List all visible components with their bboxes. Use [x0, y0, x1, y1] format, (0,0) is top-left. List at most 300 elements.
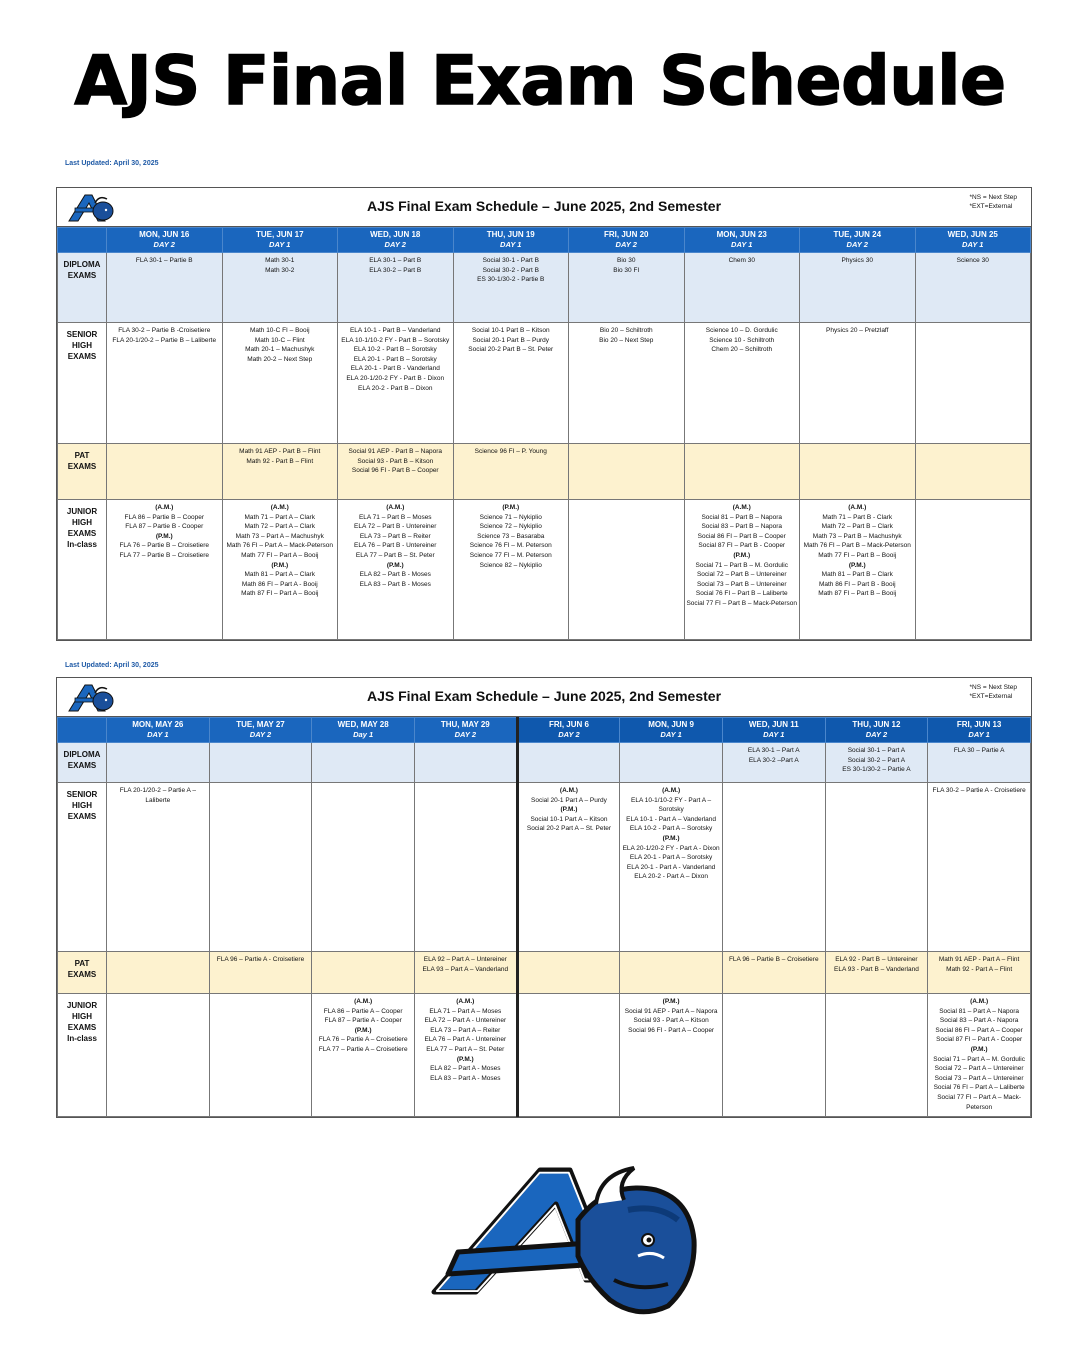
- exam-entry: ELA 83 – Part B - Moses: [359, 580, 431, 588]
- column-date: MON, JUN 16: [139, 230, 190, 239]
- exam-entry: Social 93 - Part B – Kitson: [357, 457, 434, 465]
- sheet-header: [57, 188, 1031, 227]
- exam-entry: Math 71 – Part B - Clark: [822, 513, 893, 521]
- column-date: TUE, MAY 27: [236, 720, 285, 729]
- exam-entry: Social 81 – Part A – Napora: [939, 1007, 1020, 1015]
- exam-entry: Social 30-1 – Part A: [847, 747, 906, 754]
- exam-entry: ELA 76 – Part B - Untereiner: [354, 542, 437, 550]
- exam-entry: Math 86 FI – Part B - Booij: [818, 580, 896, 588]
- session-label: (A.M.): [456, 998, 475, 1005]
- exam-entry: Social 96 FI - Part A – Cooper: [628, 1026, 715, 1034]
- exam-entry: ELA 73 – Part B – Reiter: [359, 532, 431, 540]
- exam-entry: Social 20-1 Part B – Purdy: [472, 336, 550, 344]
- row-label-line: PAT: [74, 451, 90, 460]
- column-header-wed-jun-11: [722, 718, 825, 743]
- exam-entry: Science 76 FI – M. Peterson: [469, 542, 552, 550]
- exam-entry: Math 77 FI – Part B – Booij: [818, 551, 897, 559]
- exam-entry: Math 71 – Part A – Clark: [244, 513, 315, 521]
- column-date: WED, JUN 25: [947, 230, 998, 239]
- schedule-cell: [684, 253, 800, 323]
- schedule-cell: [517, 994, 620, 1117]
- column-header-tue-jun-24: [800, 228, 916, 253]
- exam-entry: FLA 87 – Partie B - Cooper: [125, 523, 204, 531]
- exam-entry: Bio 20 – Next Step: [599, 336, 654, 344]
- row-label-line: EXAMS: [67, 352, 97, 361]
- sheet-title: AJS Final Exam Schedule – June 2025, 2nd Semester: [366, 688, 722, 704]
- column-header-wed-jun-25: [915, 228, 1031, 253]
- exam-entry: ELA 20-1 - Part A – Sorotsky: [629, 854, 713, 862]
- exam-entry: Math 20-2 – Next Step: [247, 355, 313, 363]
- row-label-line: EXAMS: [67, 529, 97, 538]
- exam-entry: Social 87 FI – Part B - Cooper: [698, 542, 786, 550]
- exam-entry: FLA 30-2 – Partie A - Croisetiere: [932, 787, 1026, 794]
- schedule-cell: [825, 952, 928, 994]
- schedule-cell: [928, 952, 1031, 994]
- exam-entry: Math 20-1 – Machushyk: [245, 346, 315, 354]
- schedule-cell: [107, 952, 210, 994]
- session-label: (P.M.): [502, 504, 520, 511]
- column-header-thu-may-29: [414, 718, 517, 743]
- exam-entry: FLA 30-2 – Partie B -Croisetiere: [118, 327, 211, 334]
- row-label: [58, 500, 107, 640]
- column-header-mon-jun-23: [684, 228, 800, 253]
- row-label-line: JUNIOR: [66, 507, 98, 516]
- exam-entry: Chem 30: [728, 257, 755, 264]
- session-label: (P.M.): [662, 834, 680, 842]
- schedule-cell: [620, 952, 723, 994]
- column-date: TUE, JUN 24: [833, 230, 882, 239]
- schedule-cell: [107, 994, 210, 1117]
- column-header-tue-jun-17: [222, 228, 338, 253]
- exam-entry: ELA 20-1 - Part B – Sorotsky: [353, 355, 437, 363]
- exam-entry: ELA 92 - Part B – Untereiner: [835, 956, 918, 963]
- schedule-cell: [453, 444, 569, 500]
- column-date: MON, JUN 9: [648, 720, 694, 729]
- exam-entry: Science 10 - Schiltroth: [709, 336, 775, 344]
- exam-entry: ELA 83 – Part A - Moses: [430, 1074, 501, 1082]
- schedule-cell: [222, 444, 338, 500]
- exam-entry: ELA 20-1 - Part A - Vanderland: [626, 863, 716, 871]
- exam-entry: Social 86 FI – Part B – Cooper: [697, 532, 786, 540]
- exam-entry: Math 72 – Part B – Clark: [821, 523, 893, 531]
- exam-entry: ES 30-1/30-2 - Partie B: [477, 276, 545, 284]
- row-label-line: HIGH: [72, 518, 92, 527]
- row-label-line: HIGH: [72, 801, 92, 810]
- schedule-cell: [569, 500, 685, 640]
- exam-entry: Bio 30: [617, 257, 636, 264]
- exam-entry: ELA 93 - Part B – Vanderland: [834, 965, 919, 973]
- column-day-cycle: DAY 2: [384, 240, 406, 249]
- column-date: WED, JUN 11: [748, 720, 799, 729]
- exam-entry: ELA 10-1/10-2 FY - Part B – Sorotsky: [341, 336, 450, 344]
- schedule-cell: [453, 500, 569, 640]
- last-updated-label: Last Updated: April 30, 2025: [65, 662, 159, 669]
- column-day-cycle: DAY 2: [615, 240, 637, 249]
- corner-cell: [58, 228, 107, 253]
- exam-entry: ELA 20-1 - Part B - Vanderland: [350, 365, 440, 373]
- exam-entry: ELA 20-1/20-2 FY - Part A - Dixon: [622, 844, 720, 852]
- exam-entry: ELA 77 – Part A – St. Peter: [426, 1045, 505, 1053]
- row-label-line: In-class: [67, 540, 97, 549]
- schedule-cell: [928, 994, 1031, 1117]
- schedule-cell: [414, 743, 517, 783]
- exam-entry: ELA 71 – Part A – Moses: [429, 1007, 502, 1015]
- schedule-cell: [825, 994, 928, 1117]
- schedule-cell: [453, 323, 569, 444]
- schedule-cell: [338, 500, 454, 640]
- exam-entry: Science 10 – D. Gordulic: [705, 327, 778, 334]
- session-label: (P.M.): [271, 561, 289, 569]
- row-label-line: HIGH: [72, 1012, 92, 1021]
- schedule-cell: [312, 783, 415, 952]
- schedule-table: [57, 717, 1031, 1117]
- exam-entry: Social 93 - Part A – Kitson: [633, 1017, 709, 1025]
- session-label: (P.M.): [662, 998, 680, 1005]
- exam-entry: Social 83 – Part A - Napora: [939, 1017, 1019, 1025]
- exam-entry: Math 76 FI – Part B – Mack-Peterson: [803, 542, 911, 550]
- exam-entry: Social 83 – Part B – Napora: [701, 523, 783, 531]
- exam-entry: Math 10-C FI – Booij: [249, 327, 310, 334]
- schedule-cell: [209, 783, 312, 952]
- page-title: AJS Final Exam Schedule: [74, 42, 1006, 121]
- sheet-header: [57, 678, 1031, 717]
- session-label: (P.M.): [456, 1055, 474, 1063]
- legend: [969, 683, 1017, 701]
- schedule-cell: [825, 783, 928, 952]
- column-day-cycle: Day 1: [353, 730, 374, 739]
- schedule-cell: [620, 743, 723, 783]
- row-label-line: In-class: [67, 1034, 97, 1043]
- legend-ext: *EXT=External: [969, 693, 1013, 700]
- column-date: THU, JUN 12: [852, 720, 901, 729]
- exam-entry: Math 72 – Part A – Clark: [244, 523, 315, 531]
- schedule-cell: [915, 253, 1031, 323]
- exam-entry: Science 71 – Nykiplio: [479, 513, 542, 521]
- schedule-cell: [825, 743, 928, 783]
- schedule-cell: [209, 994, 312, 1117]
- exam-entry: FLA 86 – Partie A – Cooper: [323, 1007, 403, 1015]
- schedule-cell: [722, 743, 825, 783]
- row-label: [58, 323, 107, 444]
- schedule-cell: [620, 994, 723, 1117]
- schedule-cell: [312, 743, 415, 783]
- exam-entry: Math 30-2: [265, 266, 295, 274]
- exam-entry: Math 86 FI – Part A - Booij: [241, 580, 318, 588]
- column-date: WED, JUN 18: [370, 230, 421, 239]
- schedule-cell: [569, 323, 685, 444]
- column-day-cycle: DAY 2: [249, 730, 272, 739]
- schedule-cell: [222, 500, 338, 640]
- row-label: [58, 994, 107, 1117]
- schedule-cell: [684, 444, 800, 500]
- column-header-tue-may-27: [209, 718, 312, 743]
- exam-entry: FLA 30 – Partie A: [953, 747, 1005, 754]
- exam-entry: ELA 76 – Part A - Untereiner: [424, 1036, 507, 1044]
- exam-entry: ELA 10-1/10-2 FY - Part A – Sorotsky: [631, 796, 712, 814]
- exam-entry: Science 96 FI – P. Young: [474, 448, 547, 455]
- schedule-cell: [915, 323, 1031, 444]
- schedule-cell: [915, 444, 1031, 500]
- exam-entry: ELA 10-1 - Part A – Vanderland: [626, 815, 717, 823]
- exam-entry: Social 10-1 Part B – Kitson: [471, 327, 550, 334]
- exam-entry: Math 10-C – Flint: [254, 336, 305, 344]
- exam-entry: Math 92 - Part B – Flint: [246, 457, 314, 465]
- exam-entry: Physics 20 – Pretzlaff: [826, 327, 889, 334]
- column-day-cycle: DAY 2: [846, 240, 868, 249]
- schedule-cell: [915, 500, 1031, 640]
- row-label: [58, 253, 107, 323]
- session-label: (A.M.): [559, 787, 578, 794]
- column-header-fri-jun-20: [569, 228, 685, 253]
- exam-entry: ELA 73 – Part A – Reiter: [430, 1026, 501, 1034]
- junior-high-exams-row: [58, 994, 1031, 1117]
- schedule-cell: [569, 444, 685, 500]
- exam-entry: Chem 20 – Schiltroth: [711, 346, 773, 354]
- exam-entry: ELA 72 – Part B - Untereiner: [354, 523, 437, 531]
- exam-entry: Social 73 – Part B – Untereiner: [696, 580, 787, 588]
- schedule-cell: [107, 444, 223, 500]
- column-date: THU, JUN 19: [486, 230, 535, 239]
- row-label-line: EXAMS: [67, 462, 97, 471]
- exam-entry: Math 81 – Part A – Clark: [244, 571, 315, 579]
- schedule-cell: [107, 783, 210, 952]
- row-label-line: DIPLOMA: [63, 260, 101, 269]
- exam-entry: ELA 93 – Part A – Vanderland: [422, 965, 509, 973]
- row-label-line: DIPLOMA: [63, 750, 101, 759]
- column-date: FRI, JUN 20: [604, 230, 649, 239]
- exam-entry: Math 91 AEP - Part B – Flint: [239, 448, 321, 455]
- column-header-thu-jun-12: [825, 718, 928, 743]
- column-day-cycle: DAY 2: [558, 730, 580, 739]
- diploma-exams-row: [58, 253, 1031, 323]
- exam-entry: FLA 30-1 – Partie B: [135, 257, 193, 264]
- column-date: FRI, JUN 13: [956, 720, 1002, 729]
- exam-entry: ELA 10-2 - Part A – Sorotsky: [629, 825, 713, 833]
- ajs-bison-logo-icon: [428, 1160, 700, 1320]
- exam-entry: Social 96 FI - Part B – Cooper: [351, 467, 439, 475]
- column-day-cycle: DAY 1: [731, 240, 753, 249]
- exam-entry: Social 10-1 Part A – Kitson: [530, 815, 608, 823]
- column-date: TUE, JUN 17: [255, 230, 304, 239]
- exam-entry: Social 71 – Part A – M. Gordulic: [933, 1055, 1026, 1063]
- schedule-cell: [338, 253, 454, 323]
- exam-entry: Social 76 FI – Part A – Laliberte: [933, 1084, 1025, 1092]
- row-label-line: EXAMS: [67, 271, 97, 280]
- schedule-cell: [414, 994, 517, 1117]
- exam-entry: ELA 10-1 - Part B – Vanderland: [349, 327, 441, 334]
- schedule-cell: [222, 323, 338, 444]
- schedule-cell: [722, 994, 825, 1117]
- exam-entry: Bio 30 FI: [613, 266, 640, 274]
- session-label: (A.M.): [155, 504, 174, 511]
- row-label-line: JUNIOR: [66, 1001, 98, 1010]
- schedule-cell: [209, 743, 312, 783]
- column-day-cycle: DAY 1: [968, 730, 990, 739]
- exam-entry: Math 73 – Part B – Machushyk: [812, 532, 902, 540]
- exam-entry: Social 86 FI – Part A – Cooper: [935, 1026, 1023, 1034]
- exam-entry: FLA 77 – Partie B – Croisetiere: [119, 551, 210, 559]
- exam-entry: Social 77 FI – Part A – Mack-Peterson: [937, 1093, 1022, 1111]
- schedule-cell: [684, 323, 800, 444]
- exam-entry: ELA 20-1/20-2 FY - Part B - Dixon: [346, 374, 445, 382]
- session-label: (P.M.): [560, 806, 578, 814]
- column-header-wed-jun-18: [338, 228, 454, 253]
- schedule-cell: [800, 253, 916, 323]
- exam-entry: Social 20-2 Part A – St. Peter: [526, 825, 612, 833]
- exam-entry: Social 20-2 Part B – St. Peter: [468, 346, 554, 354]
- exam-entry: Social 87 FI – Part A - Cooper: [936, 1036, 1023, 1044]
- session-label: (A.M.): [354, 998, 373, 1005]
- schedule-cell: [722, 783, 825, 952]
- session-label: (P.M.): [386, 561, 404, 569]
- exam-entry: ELA 77 – Part B – St. Peter: [355, 551, 435, 559]
- exam-entry: FLA 96 – Partie A - Croisetiere: [216, 956, 305, 963]
- schedule-cell: [517, 783, 620, 952]
- column-date: MON, MAY 26: [132, 720, 184, 729]
- exam-entry: Bio 20 – Schiltroth: [599, 327, 653, 334]
- exam-entry: ELA 82 – Part A - Moses: [430, 1065, 501, 1073]
- session-label: (A.M.): [270, 504, 289, 511]
- exam-entry: Social 91 AEP - Part A – Napora: [624, 1007, 718, 1015]
- exam-entry: Math 91 AEP - Part A – Flint: [938, 956, 1020, 963]
- exam-entry: FLA 20-1/20-2 – Partie B – Laliberte: [112, 336, 217, 344]
- schedule-cell: [800, 444, 916, 500]
- exam-entry: Social 91 AEP - Part B – Napora: [348, 448, 442, 455]
- exam-entry: ELA 10-2 - Part B – Sorotsky: [353, 346, 437, 354]
- row-label-line: EXAMS: [67, 1023, 97, 1032]
- schedule-cell: [107, 253, 223, 323]
- corner-cell: [58, 718, 107, 743]
- column-day-cycle: DAY 2: [454, 730, 476, 739]
- sheet-title: AJS Final Exam Schedule – June 2025, 2nd Semester: [366, 198, 722, 214]
- exam-entry: Science 73 – Basaraba: [477, 532, 545, 540]
- exam-entry: Social 72 – Part A – Untereiner: [934, 1065, 1024, 1073]
- row-label-line: EXAMS: [67, 761, 97, 770]
- exam-entry: Math 87 FI – Part B – Booij: [818, 590, 897, 598]
- exam-entry: Science 82 – Nykiplio: [479, 561, 542, 569]
- schedule-cell: [569, 253, 685, 323]
- exam-entry: Math 87 FI – Part A – Booij: [241, 590, 319, 598]
- row-label: [58, 952, 107, 994]
- schedule-cell: [620, 783, 723, 952]
- exam-entry: ELA 30-1 – Part A: [747, 747, 800, 754]
- column-day-cycle: DAY 1: [500, 240, 522, 249]
- row-label-line: SENIOR: [66, 330, 98, 339]
- column-date: MON, JUN 23: [716, 230, 767, 239]
- column-header-mon-may-26: [107, 718, 210, 743]
- column-header-thu-jun-19: [453, 228, 569, 253]
- exam-entry: ELA 92 – Part A – Untereiner: [423, 956, 507, 963]
- exam-entry: FLA 76 – Partie A – Croisetiere: [318, 1036, 408, 1044]
- row-label: [58, 783, 107, 952]
- session-label: (A.M.): [848, 504, 867, 511]
- exam-entry: Math 30-1: [265, 257, 295, 264]
- session-label: (P.M.): [970, 1045, 988, 1053]
- exam-entry: Math 92 - Part A – Flint: [946, 965, 1013, 973]
- last-updated-label: Last Updated: April 30, 2025: [65, 160, 159, 167]
- column-day-cycle: DAY 1: [763, 730, 785, 739]
- schedule-cell: [928, 783, 1031, 952]
- exam-entry: Social 30-2 – Part A: [847, 756, 906, 764]
- column-date: FRI, JUN 6: [548, 720, 589, 729]
- schedule-cell: [800, 323, 916, 444]
- row-label-line: SENIOR: [66, 790, 98, 799]
- column-day-cycle: DAY 1: [147, 730, 169, 739]
- schedule-cell: [414, 952, 517, 994]
- exam-entry: Science 30: [956, 257, 989, 264]
- column-date: THU, MAY 29: [440, 720, 490, 729]
- exam-entry: Social 73 – Part A – Untereiner: [934, 1074, 1024, 1082]
- junior-high-exams-row: [58, 500, 1031, 640]
- schedule-cell: [517, 743, 620, 783]
- column-day-cycle: DAY 2: [153, 240, 175, 249]
- exam-entry: Social 81 – Part B – Napora: [701, 513, 783, 521]
- exam-entry: Math 81 – Part B – Clark: [821, 571, 893, 579]
- exam-entry: ELA 20-2 - Part A – Dixon: [634, 873, 708, 881]
- session-label: (A.M.): [732, 504, 751, 511]
- session-label: (P.M.): [155, 532, 173, 540]
- legend: [969, 193, 1017, 211]
- schedule-cell: [312, 994, 415, 1117]
- exam-entry: FLA 77 – Partie A – Croisetiere: [318, 1045, 408, 1053]
- exam-entry: ELA 71 – Part B – Moses: [358, 513, 432, 521]
- exam-entry: ELA 72 – Part A - Untereiner: [424, 1017, 507, 1025]
- exam-entry: ELA 20-2 - Part B – Dixon: [358, 384, 433, 392]
- row-label-line: EXAMS: [67, 970, 97, 979]
- column-header-fri-jun-6: [517, 718, 620, 743]
- pat-exams-row: [58, 444, 1031, 500]
- schedule-sheet-june: [56, 187, 1032, 641]
- senior-high-exams-row: [58, 323, 1031, 444]
- exam-entry: ELA 82 – Part B - Moses: [359, 571, 431, 579]
- exam-entry: Social 30-2 - Part B: [482, 266, 539, 274]
- exam-entry: Science 77 FI – M. Peterson: [469, 551, 552, 559]
- schedule-cell: [928, 743, 1031, 783]
- exam-entry: Social 20-1 Part A – Purdy: [531, 796, 607, 804]
- diploma-exams-row: [58, 743, 1031, 783]
- exam-entry: Social 71 – Part B – M. Gordulic: [695, 561, 788, 569]
- column-header-fri-jun-13: [928, 718, 1031, 743]
- exam-entry: ELA 30-2 – Part B: [369, 266, 422, 274]
- schedule-cell: [453, 253, 569, 323]
- row-label: [58, 444, 107, 500]
- schedule-cell: [107, 500, 223, 640]
- legend-ns: *NS = Next Step: [969, 194, 1017, 201]
- row-label-line: HIGH: [72, 341, 92, 350]
- schedule-cell: [800, 500, 916, 640]
- schedule-cell: [312, 952, 415, 994]
- senior-high-exams-row: [58, 783, 1031, 952]
- exam-entry: Social 30-1 - Part B: [482, 257, 539, 264]
- exam-entry: FLA 20-1/20-2 – Partie A – Laliberte: [119, 787, 196, 804]
- session-label: (P.M.): [733, 551, 751, 559]
- legend-ext: *EXT=External: [969, 203, 1013, 210]
- exam-entry: Math 76 FI – Part A – Mack-Peterson: [226, 542, 334, 550]
- schedule-cell: [338, 323, 454, 444]
- exam-entry: Social 72 – Part B – Untereiner: [696, 571, 787, 579]
- row-label: [58, 743, 107, 783]
- exam-entry: Physics 30: [841, 257, 873, 264]
- session-label: (A.M.): [386, 504, 405, 511]
- schedule-cell: [517, 952, 620, 994]
- column-day-cycle: DAY 1: [962, 240, 984, 249]
- exam-entry: FLA 86 – Partie B – Cooper: [124, 513, 204, 521]
- session-label: (A.M.): [970, 998, 989, 1005]
- exam-entry: Science 72 – Nykiplio: [479, 523, 542, 531]
- row-label-line: EXAMS: [67, 812, 97, 821]
- session-label: (A.M.): [662, 787, 681, 794]
- schedule-cell: [684, 500, 800, 640]
